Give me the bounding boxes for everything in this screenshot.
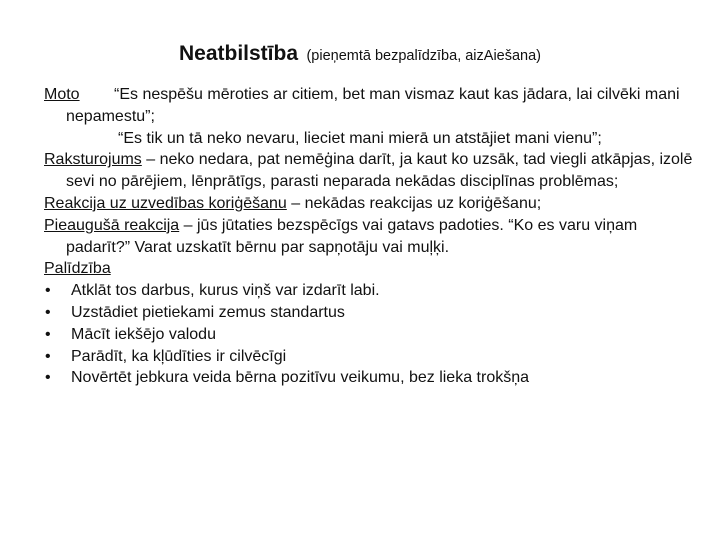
palidziba-label: Palīdzība [44,260,111,278]
moto-quote-2-paragraph [44,128,694,150]
bullet-icon: • [45,369,51,387]
content-body [44,84,694,389]
raksturojums-paragraph [44,149,694,193]
reakcija-paragraph [44,193,694,215]
list-item-text: Parādīt, ka kļūdīties ir cilvēcīgi [71,347,287,365]
palidziba-list [44,280,694,389]
title-main: Neatbilstība [178,42,298,65]
pieauguso-paragraph [44,215,694,259]
reakcija-label: Reakcija uz uzvedības koriģēšanu [44,194,287,212]
list-item-text: Atklāt tos darbus, kurus viņš var izdarīt labi. [71,282,380,300]
bullet-icon: • [45,303,51,321]
reakcija-text: – nekādas reakcijas uz koriģēšanu; [286,194,542,212]
list-item [44,324,694,346]
palidziba-heading [44,258,694,280]
raksturojums-label: Raksturojums [44,151,142,169]
list-item [44,367,694,389]
pieauguso-text: – jūs jūtaties bezspēcīgs vai gatavs padoties. “Ko es varu viņam padarīt?” Varat uzskatīt bērnu par sapņotāju vai muļķi. [66,216,638,256]
bullet-icon: • [45,325,51,343]
moto-paragraph [44,84,694,128]
raksturojums-text: – neko nedara, pat nemēģina darīt, ja kaut ko uzsāk, tad viegli atkāpjas, izolē sevi no pārējiem, lēnprātīgs, parasti neparada nekādas disciplīnas problēmas; [66,151,693,191]
list-item [44,346,694,368]
pieauguso-label: Pieaugušā reakcija [44,216,180,234]
title-subtitle: (pieņemtā bezpalīdzība, aizAiešana) [306,48,542,64]
list-item [44,302,694,324]
list-item-text: Mācīt iekšējo valodu [71,325,216,343]
page-title [0,42,720,66]
moto-label: Moto [44,86,80,103]
list-item-text: Uzstādiet pietiekami zemus standartus [71,303,345,321]
bullet-icon: • [45,282,51,300]
bullet-icon: • [45,347,51,365]
list-item [44,280,694,302]
moto-quote-2: “Es tik un tā neko nevaru, lieciet mani mierā un atstājiet mani vienu”; [118,129,602,147]
list-item-text: Novērtēt jebkura veida bērna pozitīvu veikumu, bez lieka trokšņa [71,369,530,387]
moto-quote-1: “Es nespēšu mēroties ar citiem, bet man vismaz kaut kas jādara, lai cilvēki mani nepamestu”; [66,86,680,125]
